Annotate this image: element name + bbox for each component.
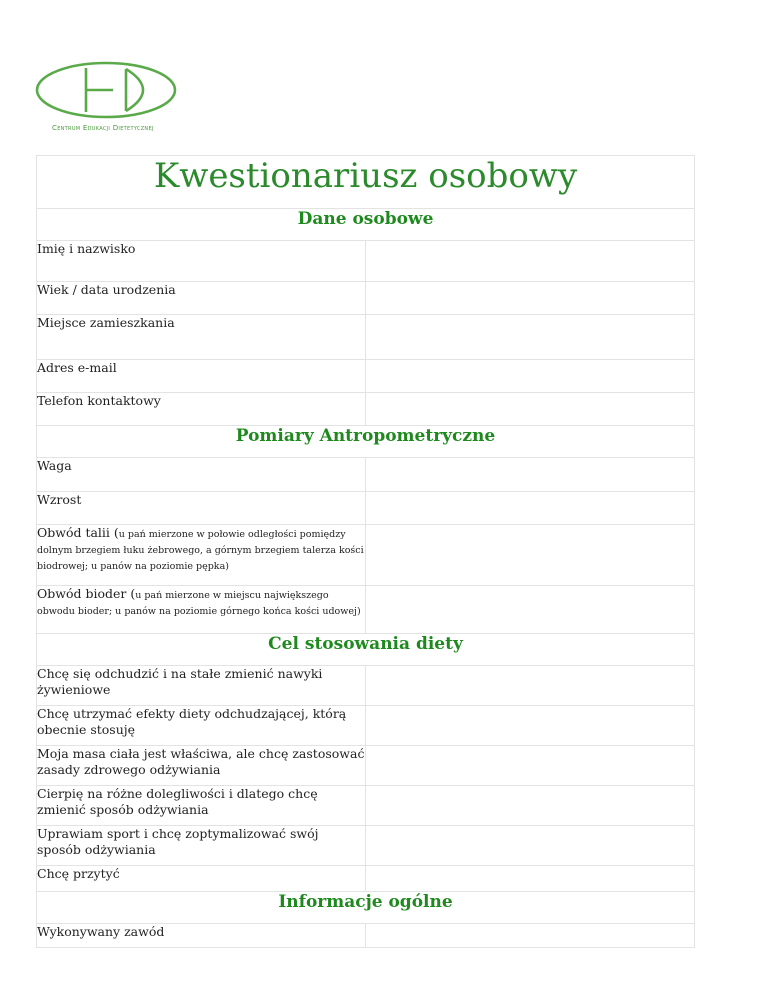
form-row [37,786,695,826]
email-field[interactable] [366,360,695,393]
field-label: Wzrost [37,492,366,525]
ced-logo-icon [34,60,178,120]
section-heading-anthropometric: Pomiary Antropometryczne [37,426,695,458]
form-row [37,525,695,586]
waist-note: u pań mierzone w połowie odległości pomiędzy dolnym brzegiem łuku żebrowego, a górnym brzegiem talerza kości biodrowej; u panów na poziomie pępka) [37,529,364,572]
logo [34,60,184,132]
hips-field[interactable] [366,586,695,634]
field-label: Wykonywany zawód [37,924,366,948]
field-label: Uprawiam sport i chcę zoptymalizować swój sposób odżywiania [37,826,366,866]
age-birthdate-field[interactable] [366,282,695,315]
field-label [37,525,366,586]
waist-field[interactable] [366,525,695,586]
field-label: Cierpię na różne dolegliwości i dlatego chcę zmienić sposób odżywiania [37,786,366,826]
form-row [37,393,695,426]
goal-ailments-field[interactable] [366,786,695,826]
residence-field[interactable] [366,315,695,360]
form-row [37,826,695,866]
weight-field[interactable] [366,458,695,492]
form-row [37,315,695,360]
questionnaire-table [36,155,695,948]
form-row [37,706,695,746]
field-label: Miejsce zamieszkania [37,315,366,360]
goal-maintain-field[interactable] [366,706,695,746]
form-row [37,241,695,282]
form-row [37,666,695,706]
field-label: Chcę się odchudzić i na stałe zmienić nawyki żywieniowe [37,666,366,706]
field-label: Imię i nazwisko [37,241,366,282]
field-label: Wiek / data urodzenia [37,282,366,315]
goal-gain-weight-field[interactable] [366,866,695,892]
field-label: Waga [37,458,366,492]
section-heading-personal: Dane osobowe [37,209,695,241]
logo-caption: Centrum Edukacji Dietetycznej [52,124,154,132]
form-title: Kwestionariusz osobowy [37,156,695,209]
goal-healthy-eating-field[interactable] [366,746,695,786]
goal-lose-weight-field[interactable] [366,666,695,706]
field-label: Telefon kontaktowy [37,393,366,426]
full-name-field[interactable] [366,241,695,282]
form-row [37,360,695,393]
field-label [37,586,366,634]
field-label: Chcę utrzymać efekty diety odchudzającej, którą obecnie stosuję [37,706,366,746]
form-row [37,924,695,948]
field-label: Adres e-mail [37,360,366,393]
hips-note: u pań mierzone w miejscu największego obwodu bioder; u panów na poziomie górnego końca kości udowej) [37,590,361,617]
form-row [37,282,695,315]
phone-field[interactable] [366,393,695,426]
field-label: Moja masa ciała jest właściwa, ale chcę zastosować zasady zdrowego odżywiania [37,746,366,786]
form-row [37,586,695,634]
form-row [37,866,695,892]
waist-label: Obwód talii ( [37,525,119,540]
section-heading-general-info: Informacje ogólne [37,892,695,924]
section-heading-diet-goal: Cel stosowania diety [37,634,695,666]
form-row [37,746,695,786]
hips-label: Obwód bioder ( [37,586,136,601]
field-label: Chcę przytyć [37,866,366,892]
form-row [37,458,695,492]
occupation-field[interactable] [366,924,695,948]
form-row [37,492,695,525]
height-field[interactable] [366,492,695,525]
goal-sport-field[interactable] [366,826,695,866]
